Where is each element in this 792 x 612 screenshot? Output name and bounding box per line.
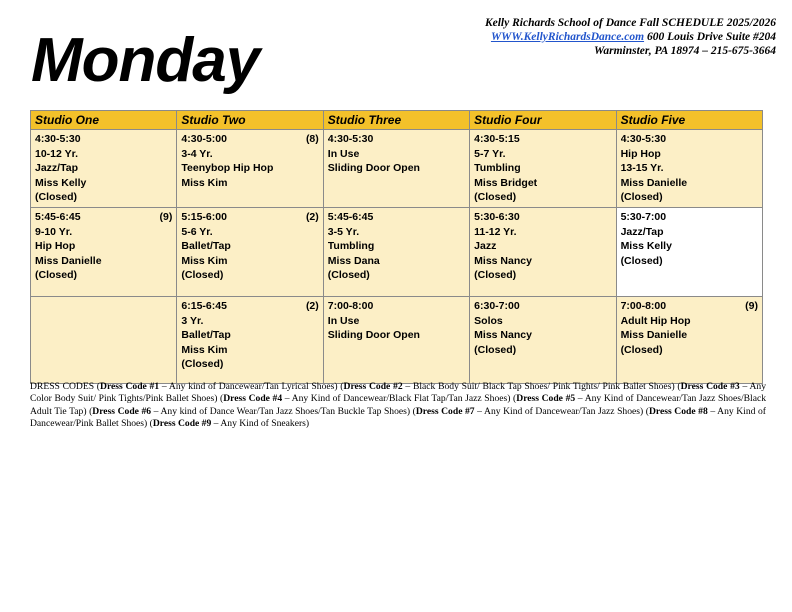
class-time-row — [474, 210, 611, 225]
schedule-table — [30, 110, 763, 384]
class-time-row — [181, 299, 318, 314]
page-title: Monday — [31, 26, 260, 95]
class-detail: Teenybop Hip Hop — [181, 162, 274, 175]
studio-header: Studio Three — [323, 111, 469, 130]
dress-code-text: Any Kind of Sneakers — [220, 418, 306, 430]
class-detail: Tumbling — [327, 240, 375, 253]
class-cell — [31, 130, 177, 208]
class-detail: (Closed) — [35, 191, 77, 204]
class-detail: Miss Kim — [181, 176, 228, 189]
dress-code-number: (9) — [159, 210, 173, 223]
website-link[interactable]: WWW.KellyRichardsDance.com — [490, 31, 645, 43]
class-detail: 5-7 Yr. — [474, 147, 506, 160]
class-detail: 3-5 Yr. — [327, 225, 360, 238]
class-detail: Miss Bridget — [474, 176, 538, 189]
class-detail: 3 Yr. — [181, 314, 204, 327]
class-detail: (Closed) — [620, 343, 663, 356]
class-time-row — [621, 299, 758, 314]
class-detail: 10-12 Yr. — [35, 147, 79, 160]
class-detail: Solos — [474, 314, 503, 327]
class-detail: Sliding Door Open — [327, 329, 420, 342]
class-cell — [616, 207, 762, 296]
class-detail: Miss Nancy — [474, 254, 532, 267]
dress-code-text: Any Kind of Dancewear/Tan Jazz Shoes — [484, 405, 641, 417]
class-cell — [177, 207, 323, 296]
dress-code-text: Any kind of Dance Wear/Tan Jazz Shoes/Tan Buckle Tap Shoes — [160, 405, 407, 417]
class-detail: Miss Danielle — [620, 176, 688, 189]
dress-code-number: (8) — [305, 133, 319, 145]
class-time: 6:30-7:00 — [474, 299, 520, 312]
class-detail: 3-4 Yr. — [181, 147, 213, 160]
class-detail: In Use — [327, 147, 360, 160]
dress-code-label: Dress Code #2 — [343, 381, 403, 392]
class-cell — [323, 296, 469, 383]
schedule-row — [31, 207, 763, 296]
class-detail: (Closed) — [35, 269, 77, 282]
class-detail: 5-6 Yr. — [181, 225, 213, 238]
class-detail: (Closed) — [327, 269, 370, 282]
class-time-row — [621, 132, 758, 147]
school-header — [485, 16, 776, 58]
class-detail: Jazz/Tap — [620, 225, 664, 238]
class-time: 5:30-6:30 — [474, 210, 520, 223]
class-time-row — [328, 132, 465, 147]
dress-code-label: Dress Code #3 — [680, 381, 740, 392]
studio-header: Studio Five — [616, 111, 762, 130]
class-detail: Miss Dana — [327, 254, 380, 267]
class-detail: (Closed) — [620, 254, 663, 267]
class-cell — [616, 130, 762, 208]
class-time-row — [328, 299, 465, 314]
class-cell — [31, 296, 177, 383]
class-time-row — [621, 210, 758, 225]
street-address: 600 Louis Drive Suite #204 — [644, 31, 776, 43]
class-detail: Miss Kim — [181, 343, 228, 356]
dress-code-text: Any Kind of Dancewear/Black Flat Tap/Tan Jazz Shoes — [291, 393, 508, 405]
dress-code-text: Black Body Suit/ Black Tap Shoes/ Pink Tights/ Pink Ballet Shoes — [412, 381, 672, 392]
class-detail: Tumbling — [474, 162, 521, 175]
class-detail: 11-12 Yr. — [474, 225, 517, 238]
city-phone: Warminster, PA 18974 – 215-675-3664 — [594, 45, 776, 57]
class-detail: Hip Hop — [35, 240, 76, 253]
dress-code-number: (2) — [305, 210, 319, 223]
class-detail: Hip Hop — [620, 147, 661, 160]
class-time: 4:30-5:15 — [474, 133, 520, 145]
schedule-row — [31, 296, 763, 383]
class-time: 4:30-5:00 — [181, 133, 227, 145]
dress-code-label: Dress Code #6 — [92, 405, 152, 417]
class-detail: Jazz/Tap — [35, 162, 78, 175]
class-time: 6:15-6:45 — [181, 299, 227, 312]
class-time: 4:30-5:30 — [620, 133, 667, 145]
class-cell — [616, 296, 762, 383]
class-detail: (Closed) — [474, 191, 517, 204]
dress-code-number: (9) — [745, 299, 758, 312]
class-cell — [177, 130, 323, 208]
class-detail: 13-15 Yr. — [620, 162, 664, 175]
class-detail: Miss Nancy — [474, 329, 532, 342]
dress-code-label: Dress Code #1 — [100, 381, 160, 392]
dress-code-text: Any Color Body Suit/ Pink Tights/Pink Ballet Shoes — [30, 381, 767, 405]
class-detail: Miss Kelly — [35, 176, 87, 189]
class-detail: (Closed) — [474, 269, 517, 282]
schedule-row — [31, 130, 763, 208]
class-cell — [177, 296, 323, 383]
class-detail: Adult Hip Hop — [620, 314, 691, 327]
class-time: 5:45-6:45 — [327, 210, 374, 223]
dress-code-label: Dress Code #9 — [152, 418, 212, 430]
class-detail: Jazz — [474, 240, 497, 253]
dress-code-label: Dress Code #7 — [415, 405, 475, 417]
class-time-row — [328, 210, 465, 225]
class-detail: Miss Danielle — [620, 329, 688, 342]
dress-code-label: Dress Code #4 — [223, 393, 283, 405]
class-time-row — [181, 210, 318, 225]
class-time: 4:30-5:30 — [327, 133, 374, 145]
studio-header-row — [31, 111, 763, 130]
class-cell — [31, 207, 177, 296]
class-time: 5:45-6:45 — [35, 210, 81, 223]
dress-code-number: (2) — [305, 299, 319, 312]
class-cell — [323, 130, 469, 208]
class-detail: (Closed) — [181, 358, 224, 371]
class-detail: (Closed) — [474, 343, 517, 356]
studio-header: Studio One — [31, 111, 177, 130]
class-detail: Miss Kim — [181, 254, 228, 267]
class-cell — [470, 296, 616, 383]
class-detail: Ballet/Tap — [181, 240, 231, 253]
class-detail: Miss Danielle — [35, 254, 102, 267]
class-detail: Ballet/Tap — [181, 329, 231, 342]
class-detail: Sliding Door Open — [327, 162, 420, 175]
dress-codes-intro: DRESS CODES — [30, 381, 95, 392]
studio-header: Studio Four — [470, 111, 616, 130]
class-time-row — [181, 132, 318, 147]
class-detail: In Use — [327, 314, 360, 327]
dress-code-label: Dress Code #5 — [516, 393, 576, 405]
website-address-line — [485, 30, 776, 44]
dress-code-text: Any kind of Dancewear/Tan Lyrical Shoes — [168, 381, 335, 392]
class-detail: 9-10 Yr. — [35, 225, 73, 238]
dress-code-text: Any Kind of Dancewear/Tan Jazz Shoes/Black Adult Tie Tap — [30, 393, 767, 417]
class-time: 7:00-8:00 — [327, 299, 374, 312]
class-detail: (Closed) — [181, 269, 224, 282]
dress-code-text: Any Kind of Dancewear/Pink Ballet Shoes — [30, 405, 766, 430]
class-time: 5:15-6:00 — [181, 210, 227, 223]
class-cell — [323, 207, 469, 296]
class-time-row — [474, 132, 611, 147]
school-name: Kelly Richards School of Dance Fall SCHEDULE 2025/2026 — [484, 17, 776, 29]
studio-header: Studio Two — [177, 111, 323, 130]
class-detail: (Closed) — [620, 191, 663, 204]
class-detail: Miss Kelly — [620, 240, 672, 253]
class-time-row — [35, 132, 172, 147]
class-time: 4:30-5:30 — [35, 133, 81, 145]
dress-code-label: Dress Code #8 — [648, 405, 708, 417]
class-time: 7:00-8:00 — [620, 299, 667, 312]
class-time: 5:30-7:00 — [620, 210, 667, 223]
dress-codes: DRESS CODES (Dress Code #1 – Any kind of Dancewear/Tan Lyrical Shoes) (Dress Code #2 – Black Body Suit/ Black Tap Shoes/ Pink Tights/ Pink Ballet Shoes) (Dress Code #3 – Any Color Body Suit/ Pink Tights/Pink Ballet Shoes) (Dress Code #4 – Any Kind of Dancewear/Black Flat Tap/Tan Jazz Shoes) (Dress Code #5 – Any Kind of Dancewear/Tan Jazz Shoes/Black Adult Tie Tap) (Dress Code #6 – Any kind of Dance Wear/Tan Jazz Shoes/Tan Buckle Tap Shoes) (Dress Code #7 – Any Kind of Dancewear/Tan Jazz Shoes) (Dress Code #8 – Any Kind of Dancewear/Pink Ballet Shoes) (Dress Code #9 – Any Kind of Sneakers) — [30, 381, 767, 430]
class-cell — [470, 130, 616, 208]
class-time-row — [474, 299, 611, 314]
class-cell — [470, 207, 616, 296]
class-time-row — [35, 210, 172, 225]
